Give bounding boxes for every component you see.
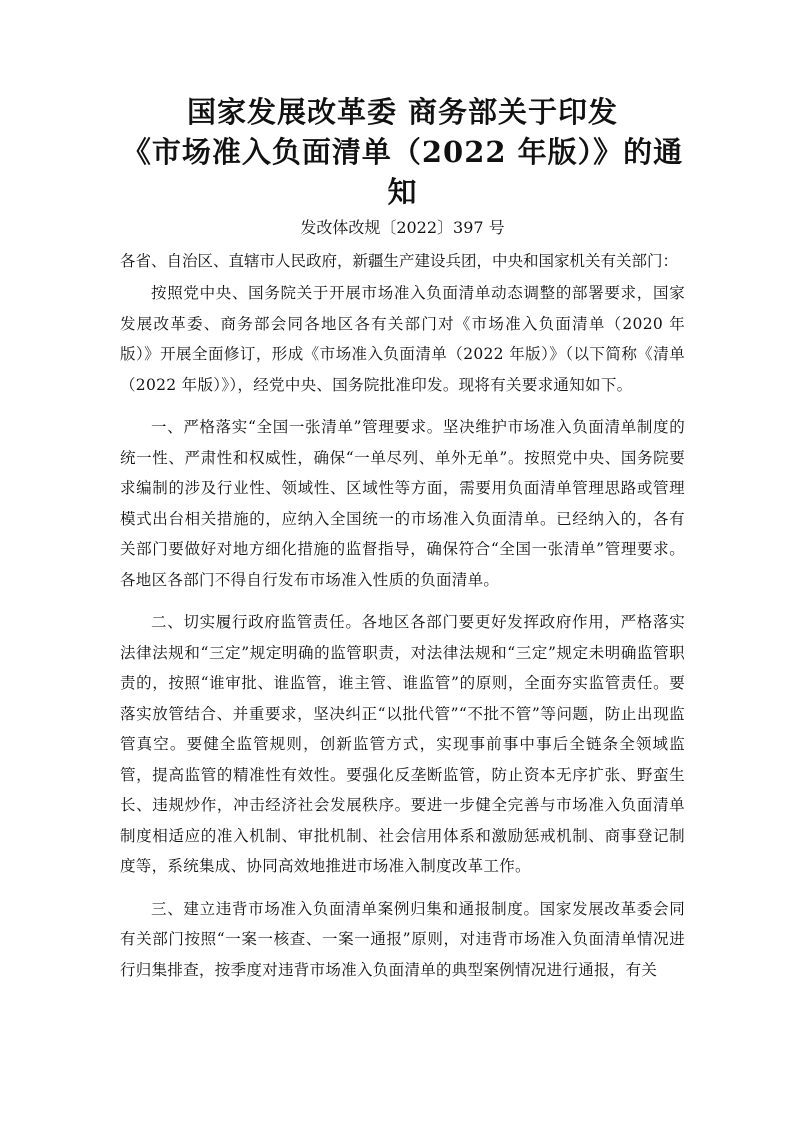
paragraph-section-1: 一、严格落实“全国一张清单”管理要求。坚决维护市场准入负面清单制度的统一性、严肃性和权威性，确保“一单尽列、单外无单”。按照党中央、国务院要求编制的涉及行业性、领域性、区域性等方面，需要用负面清单管理思路或管理模式出台相关措施的，应纳入全国统一的市场准入负面清单。已经纳入的，各有关部门要做好对地方细化措施的监督指导，确保符合“全国一张清单”管理要求。各地区各部门不得自行发布市场准入性质的负面清单。	[120, 418, 685, 589]
title-line-2: 《市场准入负面清单（2022 年版）》的通知	[121, 135, 684, 209]
paragraph-intro: 按照党中央、国务院关于开展市场准入负面清单动态调整的部署要求，国家发展改革委、商务部会同各地区各有关部门对《市场准入负面清单（2020 年版）》开展全面修订，形成《市场准入负面清单（2022 年版）》（以下简称《清单（2022 年版）》），经党中央、国务院批准印发。现将有关要求通知如下。	[120, 284, 685, 394]
title-line-1: 国家发展改革委 商务部关于印发	[186, 95, 619, 129]
paragraph-section-2: 二、切实履行政府监管责任。各地区各部门要更好发挥政府作用，严格落实法律法规和“三定”规定明确的监管职责，对法律法规和“三定”规定未明确监管职责的，按照“谁审批、谁监管，谁主管、谁监管”的原则，全面夯实监管责任。要落实放管结合、并重要求，坚决纠正“以批代管”“不批不管”等问题，防止出现监管真空。要健全监管规则，创新监管方式，实现事前事中事后全链条全领域监管，提高监管的精准性有效性。要强化反垄断监管，防止资本无序扩张、野蛮生长、违规炒作，冲击经济社会发展秩序。要进一步健全完善与市场准入负面清单制度相适应的准入机制、审批机制、社会信用体系和激励惩戒机制、商事登记制度等，系统集成、协同高效地推进市场准入制度改革工作。	[120, 613, 685, 875]
document-number: 发改体改规〔2022〕397 号	[300, 218, 505, 237]
document-title	[120, 92, 685, 212]
paragraph-section-3: 三、建立违背市场准入负面清单案例归集和通报制度。国家发展改革委会同有关部门按照“一案一核查、一案一通报”原则，对违背市场准入负面清单情况进行归集排查，按季度对违背市场准入负面清单的典型案例情况进行通报，有关	[120, 899, 685, 979]
salutation: 各省、自治区、直辖市人民政府，新疆生产建设兵团，中央和国家机关有关部门：	[120, 252, 679, 270]
